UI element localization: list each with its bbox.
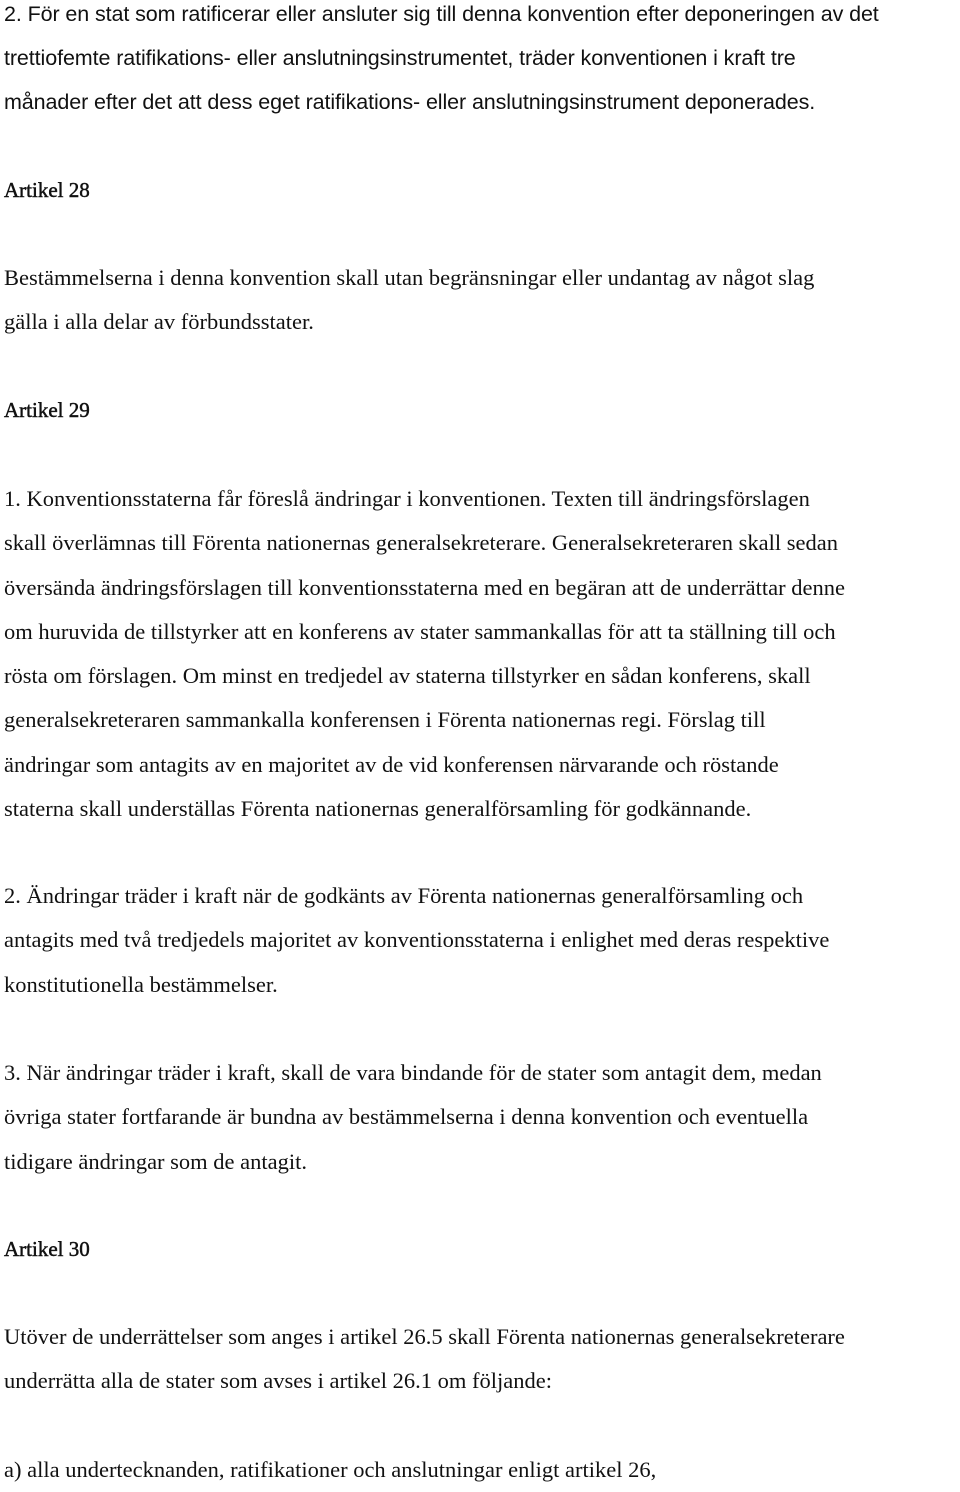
paragraph-artikel-29-3	[4, 1051, 960, 1184]
text-line: generalsekreteraren sammankalla konferensen i Förenta nationernas regi. Förslag till	[4, 707, 766, 733]
text-line: 2. Ändringar träder i kraft när de godkänts av Förenta nationernas generalförsamling och	[4, 883, 804, 908]
text-line: konstitutionella bestämmelser.	[4, 971, 278, 997]
text-line: månader efter det att dess eget ratifikations- eller anslutningsinstrument deponerades.	[4, 90, 816, 114]
paragraph-artikel-28	[4, 256, 960, 345]
heading-artikel-29: Artikel 29	[4, 398, 90, 422]
text-line: gälla i alla delar av förbundsstater.	[4, 309, 314, 335]
heading-artikel-28: Artikel 28	[4, 178, 90, 202]
text-line: trettiofemte ratifikations- eller anslutningsinstrumentet, träder konventionen i kraft tre	[4, 46, 796, 70]
text-line: 1. Konventionsstaterna får föreslå ändringar i konventionen. Texten till ändringsförslagen	[4, 486, 810, 511]
list-item-a	[4, 1448, 960, 1492]
text-line: ändringar som antagits av en majoritet av de vid konferensen närvarande och röstande	[4, 751, 779, 777]
text-line: tidigare ändringar som de antagit.	[4, 1148, 308, 1174]
text-line: övriga stater fortfarande är bundna av bestämmelserna i denna konvention och eventuella	[4, 1104, 809, 1130]
text-line: Bestämmelserna i denna konvention skall utan begränsningar eller undantag av något slag	[4, 265, 815, 290]
text-line: 2. För en stat som ratificerar eller ansluter sig till denna konvention efter deponeringen av det	[4, 2, 879, 26]
text-line: staterna skall underställas Förenta nationernas generalförsamling för godkännande.	[4, 796, 752, 822]
text-line: 3. När ändringar träder i kraft, skall de vara bindande för de stater som antagit dem, medan	[4, 1060, 822, 1085]
text-line: rösta om förslagen. Om minst en tredjedel av staterna tillstyrker en sådan konferens, skall	[4, 663, 811, 689]
text-line: om huruvida de tillstyrker att en konferens av stater sammankallas för att ta ställning till och	[4, 618, 836, 644]
text-line: a) alla undertecknanden, ratifikationer och anslutningar enligt artikel 26,	[4, 1457, 657, 1482]
text-line: Utöver de underrättelser som anges i artikel 26.5 skall Förenta nationernas generalsekreterare	[4, 1324, 845, 1349]
text-line: antagits med två tredjedels majoritet av konventionsstaterna i enlighet med deras respektive	[4, 927, 830, 953]
text-line: skall överlämnas till Förenta nationernas generalsekreterare. Generalsekreteraren skall sedan	[4, 530, 838, 556]
text-line: underrätta alla de stater som avses i artikel 26.1 om följande:	[4, 1368, 552, 1394]
paragraph-entry-into-force	[4, 0, 960, 124]
text-line: översända ändringsförslagen till konventionsstaterna med en begäran att de underrättar denne	[4, 574, 845, 600]
heading-artikel-30: Artikel 30	[4, 1237, 90, 1261]
paragraph-artikel-29-1	[4, 477, 960, 831]
paragraph-artikel-30	[4, 1315, 960, 1404]
paragraph-artikel-29-2	[4, 874, 960, 1007]
